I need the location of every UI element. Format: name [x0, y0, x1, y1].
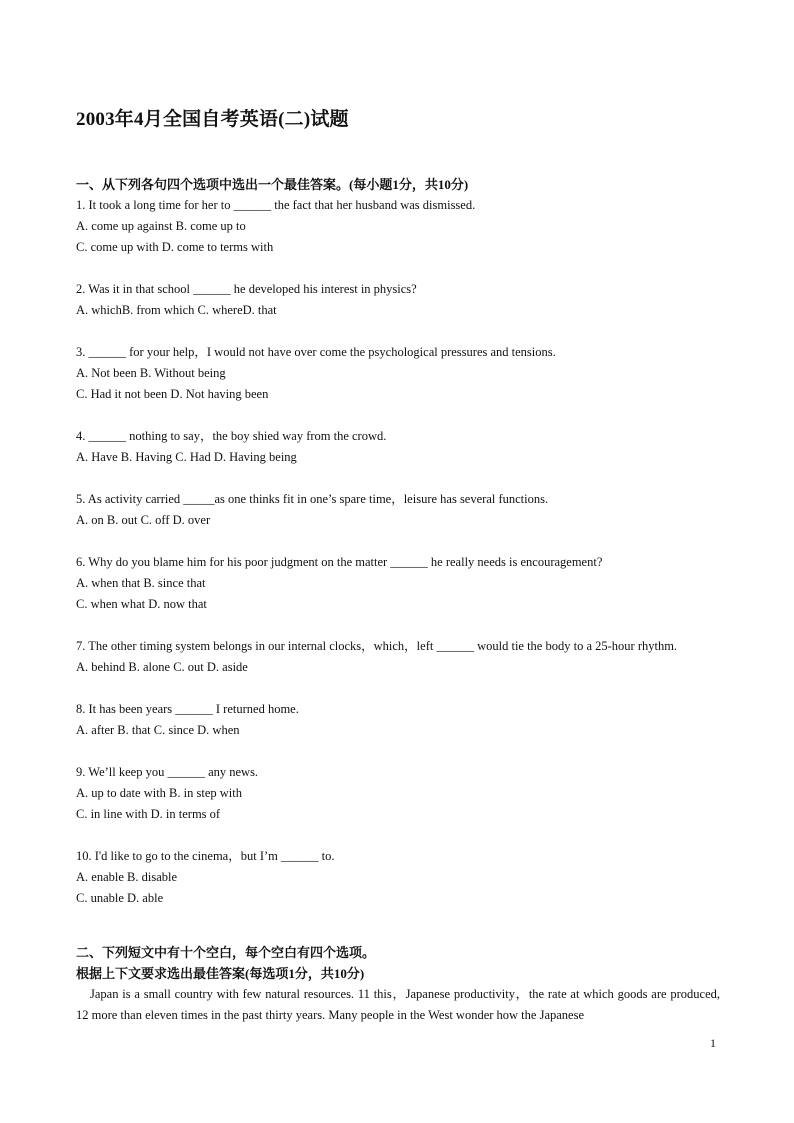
question-stem: 10. I'd like to go to the cinema，but I’m ______ to. [76, 849, 335, 863]
question-options: A. Have B. Having C. Had D. Having being [76, 450, 297, 464]
question-options: A. on B. out C. off D. over [76, 513, 211, 527]
question-stem: 7. The other timing system belongs in our internal clocks，which，left ______ would tie the body to a 25-hour rhythm. [76, 639, 678, 653]
question-options: C. when what D. now that [76, 597, 207, 611]
section-2-heading-line-2: 根据上下文要求选出最佳答案(每选项1分，共10分) [76, 966, 365, 981]
question-options: A. after B. that C. since D. when [76, 723, 240, 737]
question-options: C. come up with D. come to terms with [76, 240, 274, 254]
question-options: A. when that B. since that [76, 576, 206, 590]
question-options: A. Not been B. Without being [76, 366, 226, 380]
question-item [76, 342, 720, 405]
section-2 [76, 942, 720, 1026]
section-2-heading-line-1: 二、下列短文中有十个空白，每个空白有四个选项。 [76, 945, 376, 960]
question-item [76, 195, 720, 258]
question-stem: 9. We’ll keep you ______ any news. [76, 765, 259, 779]
question-item [76, 552, 720, 615]
question-item [76, 426, 720, 468]
question-options: A. up to date with B. in step with [76, 786, 242, 800]
question-stem: 8. It has been years ______ I returned home. [76, 702, 299, 716]
question-stem: 3. ______ for your help，I would not have over come the psychological pressures and tensions. [76, 345, 556, 359]
question-options: A. whichB. from which C. whereD. that [76, 303, 277, 317]
question-options: C. in line with D. in terms of [76, 807, 221, 821]
question-stem: 1. It took a long time for her to ______ the fact that her husband was dismissed. [76, 198, 476, 212]
question-options: A. behind B. alone C. out D. aside [76, 660, 248, 674]
question-item [76, 636, 720, 678]
question-item [76, 762, 720, 825]
question-options: A. enable B. disable [76, 870, 178, 884]
question-stem: 6. Why do you blame him for his poor judgment on the matter ______ he really needs is encouragement? [76, 555, 603, 569]
page-number: 1 [710, 1036, 716, 1050]
document-title: 2003年4月全国自考英语(二)试题 [76, 109, 349, 130]
section-1 [76, 174, 720, 930]
question-item [76, 489, 720, 531]
question-item [76, 279, 720, 321]
question-item [76, 846, 720, 909]
question-options: C. unable D. able [76, 891, 164, 905]
question-list [76, 195, 720, 909]
reading-passage: Japan is a small country with few natural resources. 11 this，Japanese productivity，the rate at which goods are produced, 12 more than eleven times in the past thirty years. Many people in the West wonder how the Japanese [76, 987, 720, 1022]
section-1-heading: 一、从下列各句四个选项中选出一个最佳答案。(每小题1分，共10分) [76, 177, 469, 192]
question-item [76, 699, 720, 741]
question-stem: 4. ______ nothing to say，the boy shied way from the crowd. [76, 429, 387, 443]
question-options: C. Had it not been D. Not having been [76, 387, 269, 401]
question-stem: 2. Was it in that school ______ he developed his interest in physics? [76, 282, 417, 296]
question-options: A. come up against B. come up to [76, 219, 246, 233]
question-stem: 5. As activity carried _____as one thinks fit in one’s spare time，leisure has several functions. [76, 492, 549, 506]
